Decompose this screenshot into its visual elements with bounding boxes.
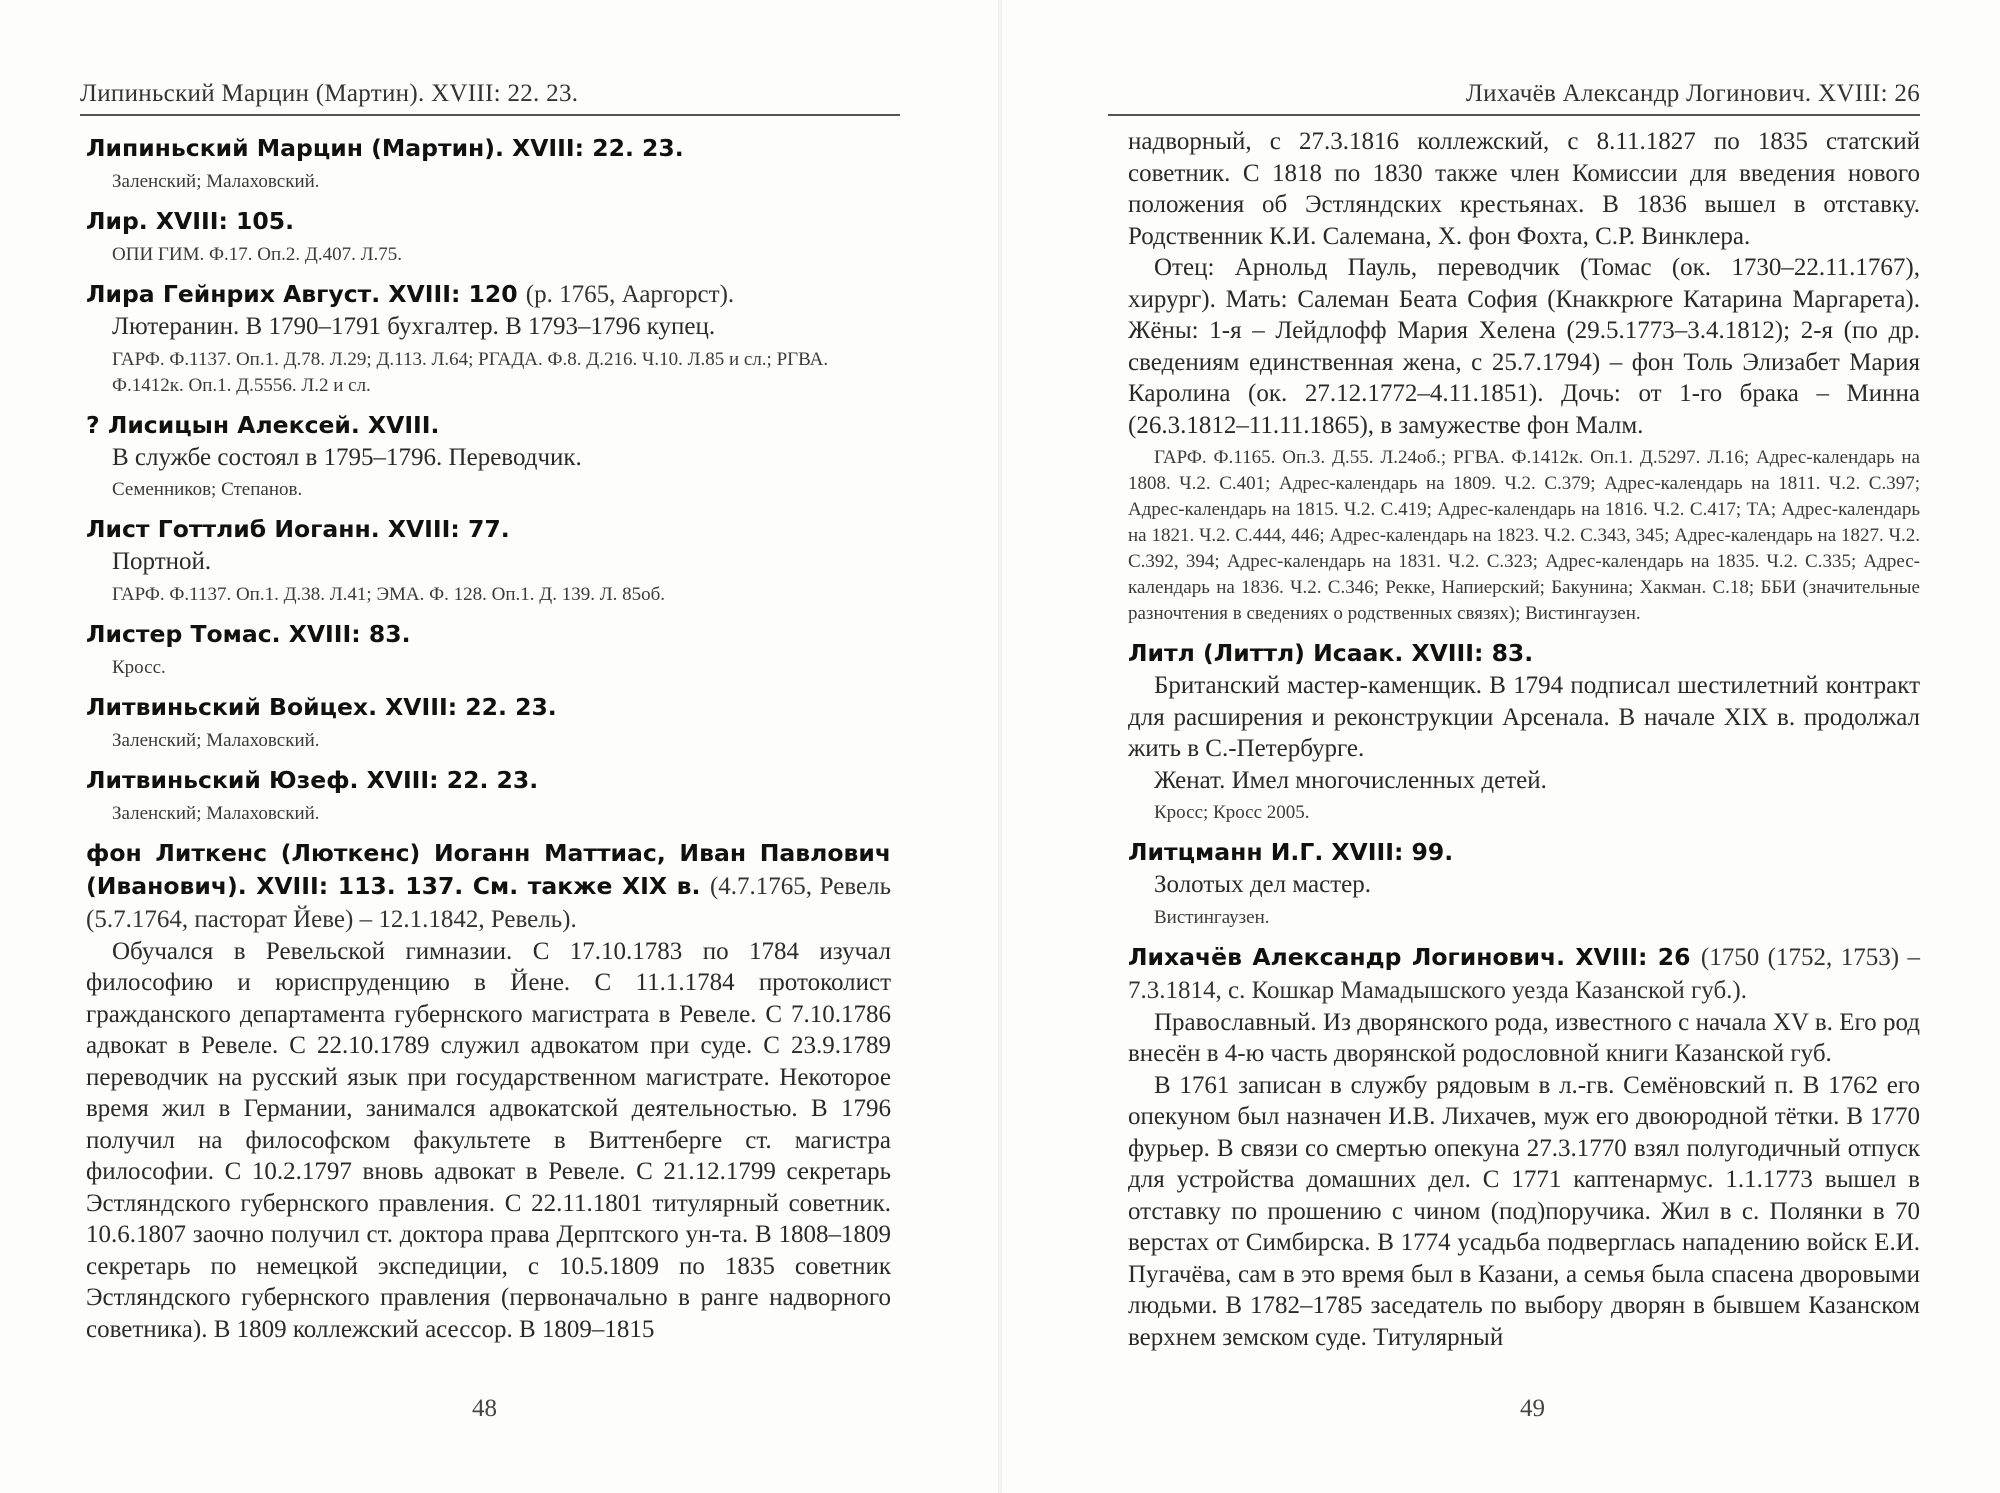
- header-rule: [1108, 114, 1920, 116]
- entry-heading: Литцманн И.Г. XVIII: 99.: [1128, 838, 1454, 866]
- dictionary-entry: [1128, 941, 1920, 1354]
- dictionary-entry: [86, 278, 891, 399]
- dictionary-entry: [86, 409, 891, 504]
- page-content: [86, 122, 891, 1345]
- entry-body: Лютеранин. В 1790–1791 бухгалтер. В 1793–1796 купец.: [112, 313, 716, 340]
- right-page: [1000, 0, 2000, 1493]
- entry-sources: Семенников; Степанов.: [112, 479, 303, 500]
- entry-heading: Лир. XVIII: 105.: [86, 207, 295, 235]
- entry-body: Православный. Из дворянского рода, известного с начала XV в. Его род внесён в 4-ю часть дворянской родословной книги Казанской губ.: [1128, 1008, 1920, 1067]
- entry-body-career: В 1761 записан в службу рядовым в л.-гв. Семёновский п. В 1762 его опекуном был назначен И.В. Лихачев, муж его двоюродной тётки. В 1770 фурьер. В связи со смертью опекуна 27.3.1770 взял полугодичный отпуск для устройства домашних дел. С 1771 каптенармус. 1.1.1773 вышел в отставку по прошению с чином (под)поручика. Жил в с. Полянки в 70 верстах от Симбирска. В 1774 усадьба подверглась нападению войск Е.И. Пугачёва, сам в это время был в Казани, а семья была спасена дворовыми людьми. В 1782–1785 заседатель по выбору дворян в бывшем Казанском верхнем земском суде. Титулярный: [1128, 1071, 1920, 1351]
- dictionary-entry: [86, 837, 891, 1346]
- page-number: 49: [1520, 1395, 1545, 1422]
- dictionary-entry: [86, 132, 891, 195]
- entry-heading: Листер Томас. XVIII: 83.: [86, 619, 411, 648]
- entry-sources: Заленский; Малаховский.: [112, 802, 320, 824]
- running-head: Лихачёв Александр Логинович. XVIII: 26: [1465, 80, 1920, 107]
- page-content: [1128, 126, 1920, 1353]
- entry-relatives: Отец: Арнольд Пауль, переводчик (Томас (ок. 1730–22.11.1767), хирург). Мать: Салеман Беата София (Кнаккрюге Катарина Маргарета). Жёны: 1-я – Лейдлофф Мария Хелена (29.5.1773–3.4.1812); 2-я (по др. сведениям единственная жена, с 25.7.1794) – фон Толь Элизабет Мария Каролина (ок. 27.12.1772–4.11.1851). Дочь: от 1-го брака – Минна (26.3.1812–11.11.1865), в замужестве фон Малм.: [1128, 254, 1920, 439]
- entry-sources: ОПИ ГИМ. Ф.17. Оп.2. Д.407. Л.75.: [112, 244, 403, 265]
- running-head: Липиньский Марцин (Мартин). XVIII: 22. 23.: [80, 80, 579, 107]
- entry-body-family: Женат. Имел многочисленных детей.: [1154, 766, 1547, 794]
- entry-heading-line: [86, 837, 891, 936]
- entry-heading: Литл (Литтл) Исаак. XVIII: 83.: [1128, 639, 1534, 667]
- dictionary-entry: [1128, 836, 1920, 931]
- entry-heading: фон Литкенс (Люткенс) Иоганн Маттиас, Иван Павлович (Иванович). XVIII: 113. 137. См. также XIX в.: [86, 838, 891, 900]
- entry-dates: (р. 1765, Ааргорст).: [525, 281, 735, 308]
- dictionary-entry: [86, 205, 891, 268]
- entry-heading: Литвиньский Юзеф. XVIII: 22. 23.: [86, 765, 539, 794]
- entry-dates: (1750 (1752, 1753) – 7.3.1814, с. Кошкар Мамадышского уезда Казанской губ.).: [1128, 943, 1920, 1004]
- dictionary-entry: [86, 513, 891, 608]
- entry-heading-line: [86, 278, 891, 311]
- entry-heading: Литвиньский Войцех. XVIII: 22. 23.: [86, 692, 557, 721]
- entry-body: Обучался в Ревельской гимназии. С 17.10.1783 по 1784 изучал философию и юриспруденцию в Йене. С 11.1.1784 протоколист гражданского департамента губернского магистрата в Ревеле. С 7.10.1786 адвокат в Ревеле. С 22.10.1789 служил адвокатом при суде. С 23.9.1789 переводчик на русский язык при государственном магистрате. Некоторое время жил в Германии, занимался адвокатской деятельностью. В 1796 получил на философском факультете в Виттенберге ст. магистра философии. С 10.2.1797 вновь адвокат в Ревеле. С 21.12.1799 секретарь Эстляндского губернского правления. С 22.11.1801 титулярный советник. 10.6.1807 заочно получил ст. доктора права Дерптского ун-та. В 1808–1809 секретарь по немецкой экспедиции, с 10.5.1809 по 1835 советник Эстляндского губернского правления (первоначально в ранге надворного советника). В 1809 коллежский асессор. В 1809–1815: [86, 937, 891, 1343]
- entry-sources: ГАРФ. Ф.1137. Оп.1. Д.38. Л.41; ЭМА. Ф. 128. Оп.1. Д. 139. Л. 85об.: [112, 583, 666, 605]
- dictionary-entry: [86, 691, 891, 754]
- entry-sources: Заленский; Малаховский.: [112, 171, 320, 192]
- header-rule: [80, 114, 900, 116]
- entry-sources: Заленский; Малаховский.: [112, 729, 320, 751]
- entry-body: Портной.: [112, 548, 212, 575]
- entry-sources: Вистингаузен.: [1154, 906, 1270, 928]
- entry-heading: Лира Гейнрих Август. XVIII: 120: [86, 280, 518, 308]
- dictionary-entry: [1128, 637, 1920, 826]
- entry-dates: (4.7.1765, Ревель (5.7.1764, пасторат Йеве) – 12.1.1842, Ревель).: [86, 872, 891, 933]
- entry-body: В службе состоял в 1795–1796. Переводчик.: [112, 443, 582, 471]
- dictionary-entry: [86, 764, 891, 827]
- entry-sources: ГАРФ. Ф.1165. Оп.3. Д.55. Л.24об.; РГВА. Ф.1412к. Оп.1. Д.5297. Л.16; Адрес-календарь на 1808. Ч.2. С.401; Адрес-календарь на 1809. Ч.2. С.379; Адрес-календарь на 1811. Ч.2. С.397; Адрес-календарь на 1815. Ч.2. С.419; Адрес-календарь на 1816. Ч.2. С.417; ТА; Адрес-календарь на 1821. Ч.2. С.444, 446; Адрес-календарь на 1823. Ч.2. С.343, 345; Адрес-календарь на 1827. Ч.2. С.392, 394; Адрес-календарь на 1831. Ч.2. С.323; Адрес-календарь на 1835. Ч.2. С.335; Адрес-календарь на 1836. Ч.2. С.346; Рекке, Напиерский; Бакунина; Хакман. С.18; ББИ (значительные разночтения в сведениях о родственных связях); Вистингаузен.: [1128, 447, 1920, 624]
- entry-continuation: надворный, с 27.3.1816 коллежский, с 8.11.1827 по 1835 статский советник. С 1818 по 1830 также член Комиссии для введения нового положения об Эстляндских крестьянах. В 1836 вышел в отставку. Родственник К.И. Салемана, Х. фон Фохта, С.Р. Винклера.: [1128, 128, 1920, 250]
- entry-heading: Лихачёв Александр Логинович. XVIII: 26: [1128, 942, 1691, 971]
- entry-heading: ? Лисицын Алексей. XVIII.: [86, 410, 440, 439]
- entry-sources: Кросс; Кросс 2005.: [1154, 802, 1310, 823]
- entry-heading: Лист Готтлиб Иоганн. XVIII: 77.: [86, 515, 510, 543]
- page-number: 48: [472, 1395, 497, 1422]
- entry-body: Золотых дел мастер.: [1154, 871, 1371, 898]
- entry-sources: Кросс.: [112, 656, 166, 678]
- entry-body: Британский мастер-каменщик. В 1794 подписал шестилетний контракт для расширения и реконструкции Арсенала. В начале XIX в. продолжал жить в С.-Петербурге.: [1128, 672, 1920, 762]
- entry-sources: ГАРФ. Ф.1137. Оп.1. Д.78. Л.29; Д.113. Л.64; РГАДА. Ф.8. Д.216. Ч.10. Л.85 и сл.; РГВА. Ф.1412к. Оп.1. Д.5556. Л.2 и сл.: [112, 348, 829, 396]
- dictionary-entry: [86, 618, 891, 681]
- entry-heading-line: [1128, 941, 1920, 1007]
- entry-heading: Липиньский Марцин (Мартин). XVIII: 22. 23.: [86, 134, 684, 162]
